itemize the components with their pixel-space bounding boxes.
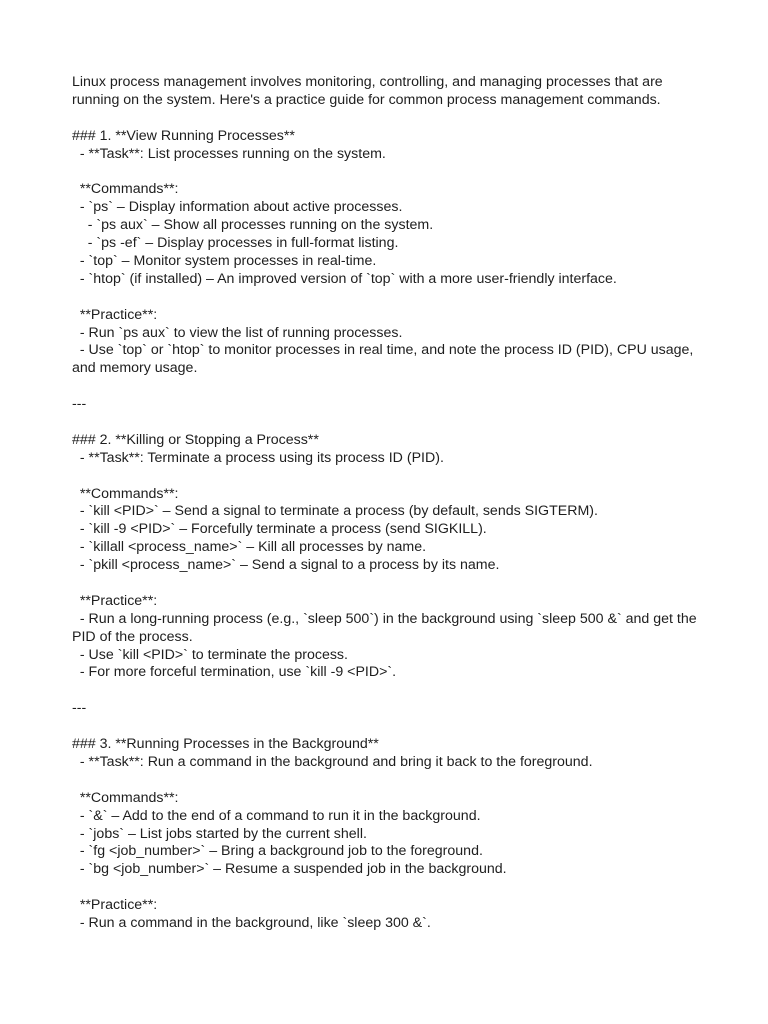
blank-line <box>72 378 702 396</box>
section-1-practice-label: **Practice**: <box>72 306 158 323</box>
section-3-command-item: - `fg <job_number>` – Bring a background job to the foreground. <box>72 843 483 860</box>
section-1-practice-item: - Use `top` or `htop` to monitor processes in real time, and note the process ID (PID), CPU usage, and memory usage. <box>72 342 698 377</box>
section-2-task: - **Task**: Terminate a process using its process ID (PID). <box>72 449 444 466</box>
blank-line <box>72 110 702 128</box>
section-1-command-item: - `top` – Monitor system processes in real-time. <box>72 252 377 269</box>
blank-line <box>72 163 702 181</box>
section-2-practice-label: **Practice**: <box>72 592 158 609</box>
section-2-commands-label: **Commands**: <box>72 485 179 502</box>
section-3-command-item: - `&` – Add to the end of a command to run it in the background. <box>72 807 481 824</box>
section-1-task: - **Task**: List processes running on the system. <box>72 145 386 162</box>
intro-paragraph: Linux process management involves monitoring, controlling, and managing processes that are running on the system. Here's a practice guide for common process management commands. <box>72 74 667 108</box>
section-3-command-item: - `bg <job_number>` – Resume a suspended job in the background. <box>72 861 507 878</box>
section-1-command-item: - `ps aux` – Show all processes running on the system. <box>72 217 434 234</box>
section-2-command-item: - `pkill <process_name>` – Send a signal to a process by its name. <box>72 557 500 574</box>
blank-line <box>72 772 702 790</box>
section-3-task: - **Task**: Run a command in the background and bring it back to the foreground. <box>72 753 593 770</box>
section-1-commands-label: **Commands**: <box>72 181 179 198</box>
section-2-command-item: - `kill <PID>` – Send a signal to terminate a process (by default, sends SIGTERM). <box>72 503 598 520</box>
section-2-practice-item: - Use `kill <PID>` to terminate the process. <box>72 646 348 663</box>
section-1-command-item: - `ps -ef` – Display processes in full-format listing. <box>72 235 399 252</box>
section-1-practice-item: - Run `ps aux` to view the list of running processes. <box>72 324 403 341</box>
blank-line <box>72 879 702 897</box>
section-1-command-item: - `ps` – Display information about active processes. <box>72 199 403 216</box>
separator: --- <box>72 396 87 413</box>
section-2-practice-item: - Run a long-running process (e.g., `sleep 500`) in the background using `sleep 500 &` and get the PID of the process. <box>72 610 701 645</box>
blank-line <box>72 468 702 486</box>
section-1-command-item: - `htop` (if installed) – An improved version of `top` with a more user-friendly interface. <box>72 270 617 287</box>
section-1-heading: ### 1. **View Running Processes** <box>72 127 295 144</box>
section-2-practice-item: - For more forceful termination, use `kill -9 <PID>`. <box>72 664 397 681</box>
section-3-heading: ### 3. **Running Processes in the Background** <box>72 736 379 753</box>
section-3-commands-label: **Commands**: <box>72 789 179 806</box>
blank-line <box>72 414 702 432</box>
blank-line <box>72 289 702 307</box>
section-2-heading: ### 2. **Killing or Stopping a Process** <box>72 431 319 448</box>
blank-line <box>72 575 702 593</box>
section-3-practice-label: **Practice**: <box>72 897 158 914</box>
document-body <box>72 74 702 933</box>
blank-line <box>72 682 702 700</box>
section-2-command-item: - `kill -9 <PID>` – Forcefully terminate a process (send SIGKILL). <box>72 521 487 538</box>
section-3-practice-item: - Run a command in the background, like `sleep 300 &`. <box>72 914 431 931</box>
blank-line <box>72 718 702 736</box>
section-2-command-item: - `killall <process_name>` – Kill all processes by name. <box>72 539 427 556</box>
section-3-command-item: - `jobs` – List jobs started by the current shell. <box>72 825 367 842</box>
separator: --- <box>72 700 87 717</box>
